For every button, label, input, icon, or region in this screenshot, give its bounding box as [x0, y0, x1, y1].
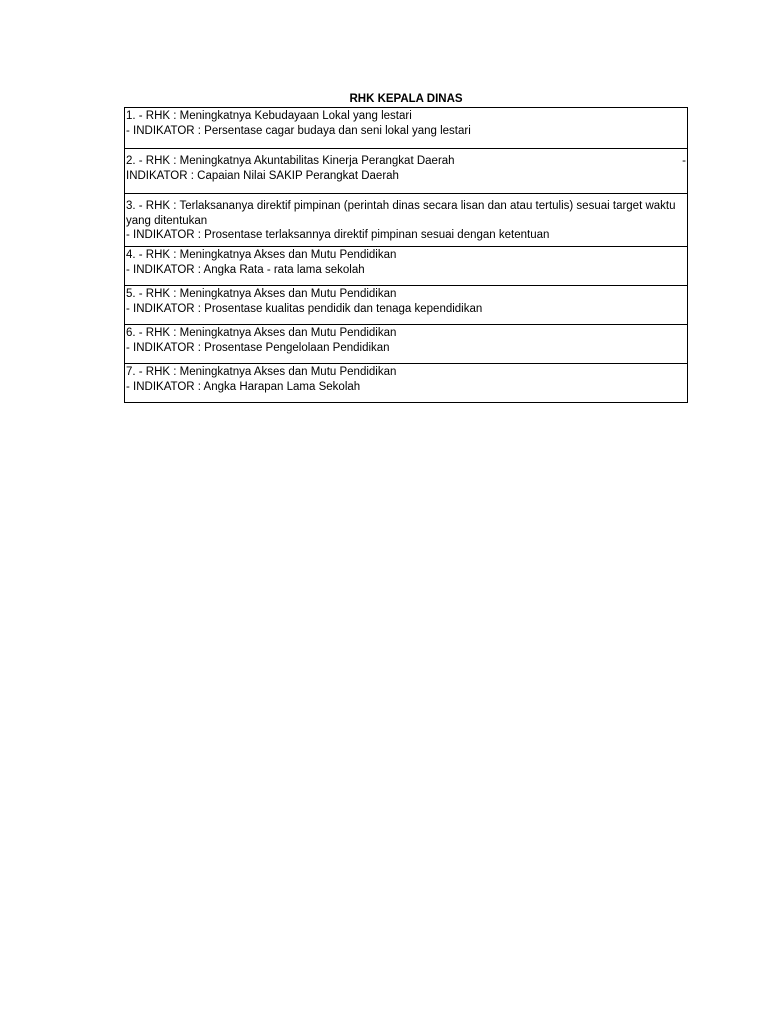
- table-cell[interactable]: [125, 325, 688, 364]
- indikator-text: - INDIKATOR : Angka Rata - rata lama sekolah: [126, 263, 365, 276]
- rhk-text: 4. - RHK : Meningkatnya Akses dan Mutu Pendidikan: [126, 249, 397, 261]
- table-cell[interactable]: [125, 286, 688, 325]
- rhk-table: [124, 107, 688, 403]
- table-cell[interactable]: [125, 108, 688, 149]
- table-row: [125, 247, 688, 286]
- document-title: RHK KEPALA DINAS: [349, 93, 463, 105]
- indikator-text: - INDIKATOR : Prosentase kualitas pendidik dan tenaga kependidikan: [126, 302, 483, 315]
- rhk-text: 3. - RHK : Terlaksananya direktif pimpinan (perintah dinas secara lisan dan atau tertulis) sesuai target waktu yang ditentukan: [126, 200, 676, 227]
- table-row: [125, 108, 688, 149]
- indikator-text: - INDIKATOR : Prosentase Pengelolaan Pendidikan: [126, 341, 390, 354]
- rhk-text: 1. - RHK : Meningkatnya Kebudayaan Lokal yang lestari: [126, 110, 412, 122]
- rhk-line: [126, 154, 686, 169]
- table-cell[interactable]: [125, 247, 688, 286]
- table-row: [125, 149, 688, 194]
- table-row: [125, 286, 688, 325]
- rhk-text: 2. - RHK : Meningkatnya Akuntabilitas Kinerja Perangkat Daerah: [126, 155, 455, 167]
- table-cell[interactable]: [125, 194, 688, 247]
- rhk-text: 5. - RHK : Meningkatnya Akses dan Mutu Pendidikan: [126, 288, 397, 300]
- table-cell[interactable]: [125, 149, 688, 194]
- rhk-text: 7. - RHK : Meningkatnya Akses dan Mutu Pendidikan: [126, 366, 397, 378]
- indikator-text: INDIKATOR : Capaian Nilai SAKIP Perangkat Daerah: [126, 169, 399, 182]
- table-row: [125, 325, 688, 364]
- table-row: [125, 194, 688, 247]
- indikator-text: - INDIKATOR : Persentase cagar budaya dan seni lokal yang lestari: [126, 124, 471, 137]
- indikator-text: - INDIKATOR : Angka Harapan Lama Sekolah: [126, 380, 361, 393]
- table-cell[interactable]: [125, 364, 688, 403]
- table-row: [125, 364, 688, 403]
- rhk-text: 6. - RHK : Meningkatnya Akses dan Mutu Pendidikan: [126, 327, 397, 339]
- rhk-trailing-dash: -: [682, 155, 686, 167]
- indikator-text: - INDIKATOR : Prosentase terlaksannya direktif pimpinan sesuai dengan ketentuan: [126, 229, 550, 241]
